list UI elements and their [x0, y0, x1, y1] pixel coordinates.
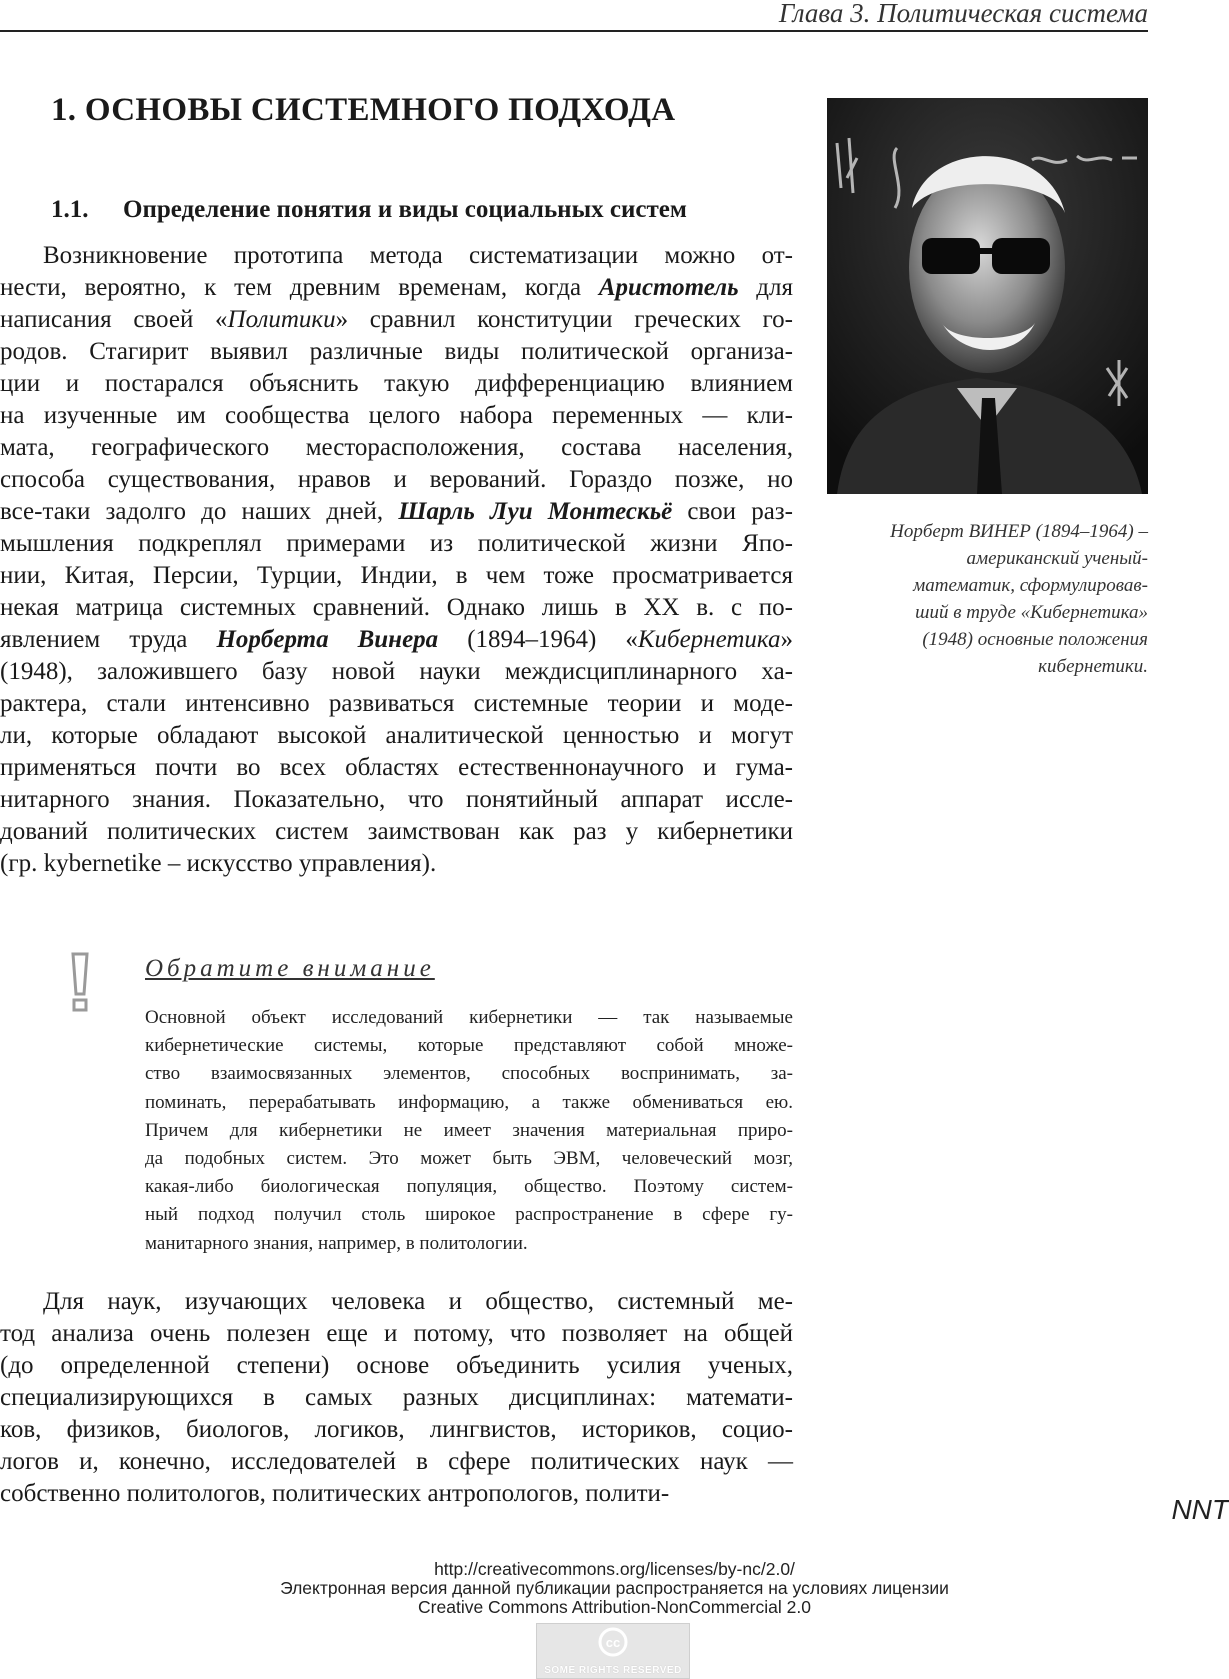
text-run: нитарного знания. Показательно, что понятийный аппарат иссле- — [0, 786, 793, 813]
text-line: специализирующихся в самых разных дисциплинах: математи- — [0, 1384, 793, 1411]
running-head: Глава 3. Политическая система — [0, 0, 1148, 32]
text-line — [0, 240, 793, 272]
italic-title: Кибернетика — [637, 626, 781, 653]
text-run: свои раз- — [672, 498, 794, 525]
text-line — [0, 624, 793, 656]
text-run: нии, Китая, Персии, Турции, Индии, в чем тоже просматривается — [0, 562, 793, 589]
text-line: поминать, перерабатывать информацию, а также обмениваться ею. — [145, 1091, 793, 1113]
cc-badge-text: SOME RIGHTS RESERVED — [544, 1665, 682, 1676]
text-run: явлением труда — [0, 626, 217, 653]
text-run: рактера, стали интенсивно развиваться системные теории и моде- — [0, 690, 793, 717]
text-line: собственно политологов, политических антропологов, полити- — [0, 1480, 670, 1507]
text-line — [0, 400, 793, 432]
text-line: Основной объект исследований кибернетики — так называемые — [145, 1007, 793, 1028]
text-line — [0, 528, 793, 560]
text-run: на изученные им сообщества целого набора переменных — кли- — [0, 402, 793, 429]
italic-title: Политики — [227, 306, 336, 333]
emphasized-name: Норберта Винера — [216, 626, 439, 653]
text-run: (гр. kybernetike – искусство управления). — [0, 850, 437, 877]
text-run: способа существования, нравов и верований. Гораздо позже, но — [0, 466, 793, 493]
text-run: мата, географического месторасположения, состава населения, — [0, 434, 793, 461]
text-line — [0, 496, 793, 528]
text-run: родов. Стагирит выявил различные виды политической организа- — [0, 338, 793, 365]
text-line: американский ученый- — [966, 548, 1148, 569]
text-line: ный подход получил столь широкое распространение в сфере гу- — [145, 1204, 793, 1226]
text-line: (1948) основные положения — [922, 629, 1148, 650]
text-line — [0, 752, 793, 784]
text-line: Норберт ВИНЕР (1894–1964) – — [890, 521, 1148, 542]
text-run: написания своей « — [0, 306, 228, 333]
emphasized-name: Шарль Луи Монтескьё — [398, 498, 673, 525]
text-line — [0, 592, 793, 624]
text-line — [0, 656, 793, 688]
text-line: кибернетики. — [1038, 656, 1148, 677]
text-line — [0, 464, 793, 496]
text-line — [0, 560, 793, 592]
text-line: кибернетические системы, которые представляют собой множе- — [145, 1035, 793, 1057]
text-line — [0, 272, 793, 304]
text-line: ший в труде «Кибернетика» — [915, 602, 1148, 623]
text-line: ство взаимосвязанных элементов, способных воспринимать, за- — [145, 1063, 793, 1085]
text-line: Creative Commons Attribution-NonCommercial 2.0 — [418, 1597, 811, 1617]
photo-caption — [820, 518, 1148, 680]
text-run: (1894–1964) « — [438, 626, 638, 653]
text-line: какая-либо биологическая популяция, общество. Поэтому систем- — [145, 1176, 793, 1198]
text-run: » — [780, 626, 793, 653]
chapter-title: 1. ОСНОВЫ СИСТЕМНОГО ПОДХОДА — [51, 92, 676, 128]
paragraph-2 — [0, 1286, 793, 1510]
creative-commons-icon — [537, 1624, 689, 1660]
text-line: Причем для кибернетики не имеет значения материальная приро- — [145, 1119, 793, 1141]
emphasized-name: Аристотель — [598, 274, 739, 301]
text-line — [0, 304, 793, 336]
text-line: Для наук, изучающих человека и общество, системный ме- — [43, 1288, 793, 1315]
text-run: нести, вероятно, к тем древним временам, когда — [0, 274, 599, 301]
text-run: применяться почти во всех областях естественнонаучного и гума- — [0, 754, 793, 781]
text-line: ков, физиков, биологов, логиков, лингвистов, историков, социо- — [0, 1416, 793, 1443]
section-title — [51, 196, 796, 224]
text-run: дований политических систем заимствован как раз у кибернетики — [0, 818, 793, 845]
text-line — [0, 816, 793, 848]
portrait-photo — [827, 98, 1148, 494]
text-run: мышления подкреплял примерами из политической жизни Япо- — [0, 530, 793, 557]
text-line — [0, 720, 793, 752]
license-notice — [0, 1560, 1229, 1617]
attention-box-text — [145, 1004, 793, 1258]
text-run: (1948), заложившего базу новой науки междисциплинарного ха- — [0, 658, 793, 685]
text-line: (до определенной степени) основе объединить усилия ученых, — [0, 1352, 793, 1379]
text-line — [0, 688, 793, 720]
paragraph-1 — [0, 240, 793, 880]
text-line — [0, 432, 793, 464]
text-run: некая матрица системных сравнений. Однако лишь в XX в. с по- — [0, 594, 793, 621]
text-run: Возникновение прототипа метода систематизации можно от- — [43, 242, 793, 269]
text-line — [0, 336, 793, 368]
cc-license-badge[interactable] — [536, 1623, 690, 1679]
cc-glyph: cc — [605, 1635, 621, 1650]
text-run: ли, которые обладают высокой аналитической ценностью и могут — [0, 722, 793, 749]
text-line — [0, 848, 793, 880]
text-run: для — [738, 274, 793, 301]
attention-title: Обратите внимание — [145, 955, 435, 982]
text-line: логов и, конечно, исследователей в сфере политических наук — — [0, 1448, 793, 1475]
text-line: http://creativecommons.org/licenses/by-nc/2.0/ — [434, 1559, 795, 1579]
text-run: все-таки задолго до наших дней, — [0, 498, 399, 525]
section-heading-text: Определение понятия и виды социальных систем — [123, 196, 687, 223]
section-number: 1.1. — [51, 196, 89, 223]
publisher-mark: NNT — [1171, 1494, 1229, 1525]
text-line: да подобных систем. Это может быть ЭВМ, человеческий мозг, — [145, 1147, 793, 1169]
text-line: Электронная версия данной публикации распространяется на условиях лицензии — [280, 1578, 949, 1598]
text-line: тод анализа очень полезен еще и потому, что позволяет на общей — [0, 1320, 793, 1347]
text-run: ции и постарался объяснить такую дифференциацию влиянием — [0, 370, 793, 397]
text-line: манитарного знания, например, в политологии. — [145, 1232, 528, 1254]
text-run: » сравнил конституции греческих го- — [335, 306, 794, 333]
text-line — [0, 784, 793, 816]
exclamation-icon — [70, 952, 90, 1012]
text-line — [0, 368, 793, 400]
text-line: математик, сформулировав- — [913, 575, 1148, 596]
